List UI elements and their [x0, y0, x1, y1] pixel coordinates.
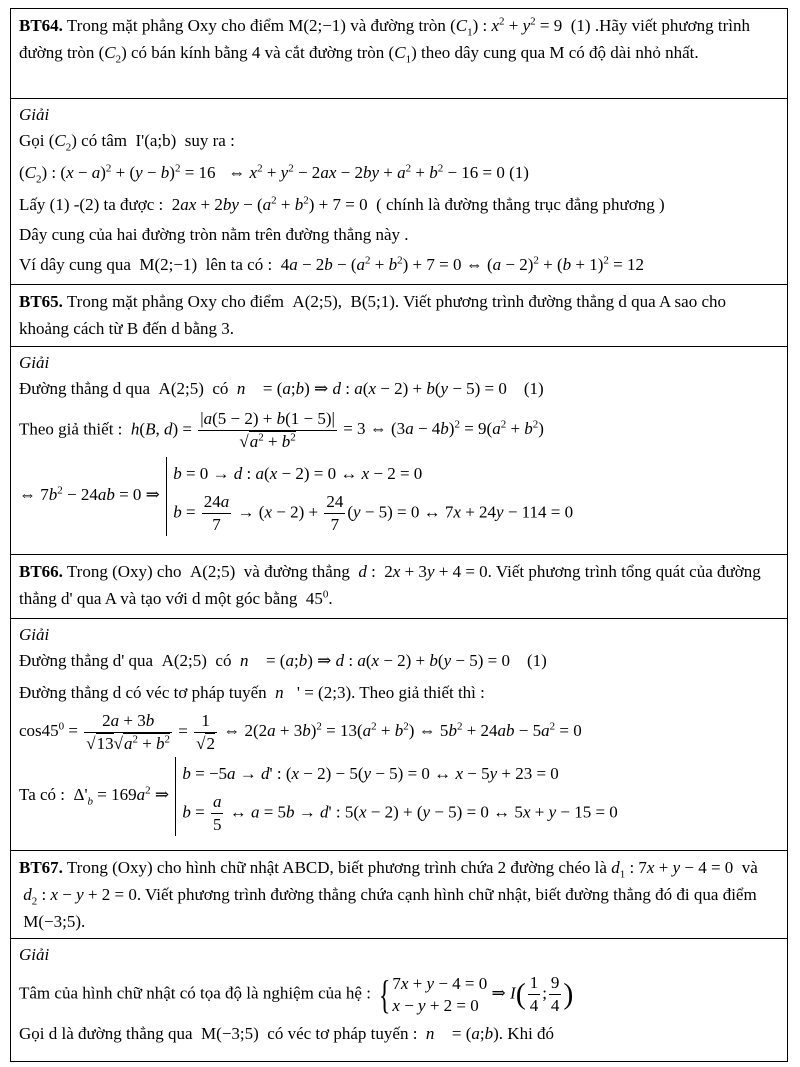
- solution-bt66: [11, 619, 787, 851]
- fraction: [194, 710, 217, 755]
- problem-bt67: [11, 851, 787, 939]
- fraction-denominator: 4: [529, 996, 539, 1015]
- fraction-denominator: 5: [212, 815, 222, 834]
- fraction: [198, 408, 337, 453]
- solution-bt65: [11, 347, 787, 555]
- equation-part: Ta có : $\Delta'_b = 169a^2$ ⇒: [19, 784, 170, 808]
- fraction-numerator: 1: [528, 972, 541, 995]
- fraction: [202, 491, 232, 536]
- equation-part: b =: [173, 502, 200, 522]
- problem-label: BT67.: [19, 858, 63, 877]
- exercise-sheet: [10, 8, 788, 1062]
- problem-statement: Trong (Oxy) cho A(2;5) và đường thẳng d : 2x + 3y + 4 = 0. Viết phương trình tổng quát của đường thẳng d' qua A và tạo với d một góc bằng $45^0$.: [19, 562, 761, 608]
- solution-line: Ví dây cung qua M(2;−1) lên ta có : $4a - 2b - (a^2 + b^2) + 7 = 0$ ⇔ $(a - 2)^2 + (b + 1)^2 = 12$: [19, 254, 644, 274]
- paren: (: [515, 977, 526, 1011]
- equation-part: $\cos 45^0$ =: [19, 720, 83, 741]
- problem-statement: Trong (Oxy) cho hình chữ nhật ABCD, biết phương trình chứa 2 đường chéo là $d_1$ : 7x + y − 4 = 0 và $d_2$ : x − y + 2 = 0. Viết phương trình đường thẳng chứa cạnh hình chữ nhật, biết đường thẳng đó đi qua điểm M(−3;5).: [19, 858, 758, 931]
- solution-line: Đường thẳng d qua A(2;5) có n⃗ = (a;b) ⇒ d : a(x − 2) + b(y − 5) = 0 (1): [19, 379, 544, 398]
- system-row: x − y + 2 = 0: [392, 995, 479, 1015]
- fraction-numerator: |a(5 − 2) + b(1 − 5)|: [198, 408, 337, 431]
- equation-part: =: [174, 721, 193, 741]
- problem-label: BT65.: [19, 292, 63, 311]
- solution-bt67: [11, 939, 787, 1061]
- case-row: [182, 791, 617, 836]
- equation-system: [392, 973, 487, 1017]
- fraction-numerator: 24: [324, 491, 345, 514]
- solution-label: Giải: [19, 945, 50, 964]
- solution-line: Dây cung của hai đường tròn nằm trên đường thẳng này .: [19, 225, 409, 244]
- equation-part: ⇔ $7b^2 - 24ab = 0$ ⇒: [19, 484, 160, 505]
- case-row: [173, 491, 573, 536]
- fraction-denominator: $√a^2 + b^2$: [239, 431, 296, 451]
- case-row: b = 0 → d : a(x − 2) = 0 ↔ x − 2 = 0: [173, 464, 423, 483]
- solution-line: [19, 757, 779, 836]
- solution-line: [19, 710, 779, 755]
- case-bracket: [166, 457, 573, 536]
- solution-line: Tâm của hình chữ nhật có tọa độ là nghiệm của hệ : { 7x + y − 4 = 0 x − y + 2 = 0 ⇒ I( $\frac{1}{4}$ ; $\frac{9}{4}$ ): [19, 971, 574, 1017]
- problem-bt64: [11, 9, 787, 99]
- equation-part: ↔ a = 5b → d' : 5(x − 2) + (y − 5) = 0 ↔ 5x + y − 15 = 0: [225, 802, 618, 822]
- equation-part: (y − 5) = 0 ↔ 7x + 24y − 114 = 0: [347, 502, 574, 522]
- problem-bt66: [11, 555, 787, 619]
- fraction: [84, 710, 172, 755]
- problem-bt65: [11, 285, 787, 347]
- problem-statement: Trong mặt phẳng Oxy cho điểm A(2;5), B(5;1). Viết phương trình đường thẳng d qua A sao cho khoảng cách từ B đến d bằng 3.: [19, 292, 727, 338]
- case-bracket: [175, 757, 617, 836]
- solution-label: Giải: [19, 105, 50, 124]
- equation-part: = 3 ⇔ $(3a - 4b)^2 = 9(a^2 + b^2)$: [338, 418, 544, 439]
- equation-part: b =: [182, 802, 209, 822]
- fraction-numerator: a: [211, 791, 224, 814]
- solution-label: Giải: [19, 625, 50, 644]
- problem-label: BT64.: [19, 16, 63, 35]
- equation-part: ⇒ I: [487, 983, 516, 1003]
- solution-bt64: [11, 99, 787, 285]
- fraction-denominator: 7: [330, 515, 340, 534]
- fraction-numerator: 1: [194, 710, 217, 733]
- solution-line: Đường thẳng d có véc tơ pháp tuyến n⃗' = (2;3). Theo giả thiết thì :: [19, 683, 485, 702]
- paren: ): [563, 977, 574, 1011]
- problem-label: BT66.: [19, 562, 63, 581]
- fraction-denominator: 4: [550, 996, 560, 1015]
- equation-part: Tâm của hình chữ nhật có tọa độ là nghiệm của hệ :: [19, 983, 371, 1003]
- fraction: [324, 491, 345, 536]
- fraction-denominator: $√13√a^2 + b^2$: [86, 733, 171, 753]
- solution-label: Giải: [19, 353, 50, 372]
- solution-line: Lấy (1) -(2) ta được : $2ax + 2by - (a^2 + b^2) + 7 = 0$ ( chính là đường thẳng trục đẳng phương ): [19, 194, 665, 214]
- fraction-numerator: 9: [549, 972, 562, 995]
- equation-part: ⇔ $2(2a + 3b)^2 = 13(a^2 + b^2)$ ⇔ $5b^2 + 24ab - 5a^2 = 0$: [218, 720, 582, 741]
- fraction-numerator: 2a + 3b: [84, 710, 172, 733]
- fraction-denominator: 7: [212, 515, 221, 534]
- solution-line: Gọi d là đường thẳng qua M(−3;5) có véc tơ pháp tuyến : n⃗ = (a;b). Khi đó: [19, 1024, 555, 1043]
- fraction-denominator: √2: [196, 734, 215, 753]
- system-brace: {: [379, 971, 391, 1017]
- solution-line: Gọi $(C_2)$ có tâm I'(a;b) suy ra :: [19, 131, 235, 154]
- system-row: 7x + y − 4 = 0: [392, 973, 488, 993]
- solution-line: Đường thẳng d' qua A(2;5) có n⃗ = (a;b) ⇒ d : a(x − 2) + b(y − 5) = 0 (1): [19, 651, 547, 670]
- case-row: b = −5a → d' : (x − 2) − 5(y − 5) = 0 ↔ x − 5y + 23 = 0: [182, 764, 559, 783]
- equation-part: Theo giả thiết : h(B, d) =: [19, 419, 197, 439]
- equation-part: → (x − 2) +: [233, 502, 323, 522]
- fraction-numerator: 24a: [202, 491, 232, 514]
- solution-line: [19, 408, 779, 453]
- problem-statement: Trong mặt phẳng Oxy cho điểm M(2;−1) và đường tròn $(C_1)$ : $x^2 + y^2 = 9$ (1) .Hãy viết phương trình đường tròn $(C_2)$ có bán kính bằng 4 và cắt đường tròn $(C_1)$ theo dây cung qua M có độ dài nhỏ nhất.: [19, 15, 750, 66]
- fraction: [549, 972, 562, 1017]
- solution-line: [19, 457, 779, 536]
- fraction: [211, 791, 224, 836]
- solution-line: $(C_2)$ : $(x - a)^2 + (y - b)^2 = 16$ ⇔ $x^2 + y^2 - 2ax - 2by + a^2 + b^2 - 16 = 0$ (1): [19, 162, 529, 186]
- fraction: [528, 972, 541, 1017]
